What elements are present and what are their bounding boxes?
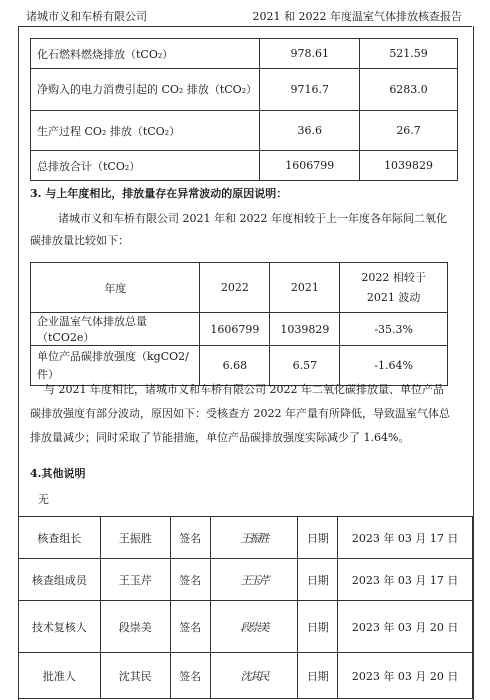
value-2022: 9716.7	[260, 69, 360, 111]
signoff-row	[19, 517, 473, 559]
signoff-table	[18, 516, 473, 699]
value-2022: 36.6	[260, 111, 360, 151]
value-2021: 521.59	[360, 39, 458, 69]
section4-heading: 4.其他说明	[30, 467, 86, 480]
row-label: 单位产品碳排放强度（kgCO2/件）	[31, 346, 200, 386]
value-2022: 6.68	[200, 346, 270, 386]
row-label: 总排放合计（tCO₂）	[31, 151, 260, 181]
header-company: 诸城市义和车桥有限公司	[26, 10, 147, 23]
person-name: 段崇美	[100, 601, 170, 653]
value-2022: 1606799	[200, 313, 270, 346]
role-label: 批准人	[19, 653, 101, 699]
section3-heading: 3. 与上年度相比，排放量存在异常波动的原因说明：	[30, 187, 288, 200]
date-label: 日期	[298, 653, 338, 699]
row-label: 生产过程 CO₂ 排放（tCO₂）	[31, 111, 260, 151]
signoff-row	[19, 653, 473, 699]
value-2022: 978.61	[260, 39, 360, 69]
section3-intro: 诸城市义和车桥有限公司 2021 年和 2022 年度相较于上一年度各年际间二氧化碳排放量比较如下：	[30, 212, 447, 247]
date-label: 日期	[298, 601, 338, 653]
row-label: 企业温室气体排放总量（tCO2e）	[31, 313, 200, 346]
section4-body: 无	[38, 493, 49, 506]
column-header: 年度	[31, 263, 200, 313]
signature: 王玉芹	[210, 559, 298, 601]
signoff-row	[19, 601, 473, 653]
sign-date: 2023 年 03 月 17 日	[338, 559, 473, 601]
analysis-paragraph: 与 2021 年度相比，诸城市义和车桥有限公司 2022 年二氧化碳排放量、单位产品碳排放强度有部分波动，原因如下：受核查方 2022 年产量有所降低，导致温室气体总排放量减少；同时采取了节能措施，单位产品碳排放强度实际减少了 1.64%。	[30, 383, 450, 444]
date-label: 日期	[298, 517, 338, 559]
emissions-table	[30, 38, 458, 181]
row-label: 净购入的电力消费引起的 CO₂ 排放（tCO₂）	[31, 69, 260, 111]
change-value: -35.3%	[340, 313, 448, 346]
table-row	[31, 69, 458, 111]
value-2021: 1039829	[270, 313, 340, 346]
row-label: 化石燃料燃烧排放（tCO₂）	[31, 39, 260, 69]
sign-date: 2023 年 03 月 20 日	[338, 601, 473, 653]
table-header-row	[31, 263, 448, 313]
table-row	[31, 151, 458, 181]
signoff-row	[19, 559, 473, 601]
comparison-table	[30, 262, 448, 386]
sign-label: 签名	[170, 517, 210, 559]
signature: 沈其民	[210, 653, 298, 699]
sign-label: 签名	[170, 601, 210, 653]
signature: 王振胜	[210, 517, 298, 559]
role-label: 核查组长	[19, 517, 101, 559]
change-value: -1.64%	[340, 346, 448, 386]
table-row	[31, 313, 448, 346]
role-label: 技术复核人	[19, 601, 101, 653]
value-2021: 6283.0	[360, 69, 458, 111]
role-label: 核查组成员	[19, 559, 101, 601]
table-row	[31, 39, 458, 69]
person-name: 王玉芹	[100, 559, 170, 601]
value-2022: 1606799	[260, 151, 360, 181]
sign-date: 2023 年 03 月 17 日	[338, 517, 473, 559]
column-header: 2022 相较于 2021 波动	[340, 263, 448, 313]
person-name: 沈其民	[100, 653, 170, 699]
page-header	[18, 0, 472, 27]
column-header: 2021	[270, 263, 340, 313]
person-name: 王振胜	[100, 517, 170, 559]
value-2021: 1039829	[360, 151, 458, 181]
value-2021: 26.7	[360, 111, 458, 151]
table-row	[31, 111, 458, 151]
sign-label: 签名	[170, 559, 210, 601]
sign-date: 2023 年 03 月 20 日	[338, 653, 473, 699]
header-report-title: 2021 和 2022 年度温室气体排放核查报告	[252, 10, 462, 23]
sign-label: 签名	[170, 653, 210, 699]
value-2021: 6.57	[270, 346, 340, 386]
column-header: 2022	[200, 263, 270, 313]
date-label: 日期	[298, 559, 338, 601]
signature: 段崇美	[210, 601, 298, 653]
